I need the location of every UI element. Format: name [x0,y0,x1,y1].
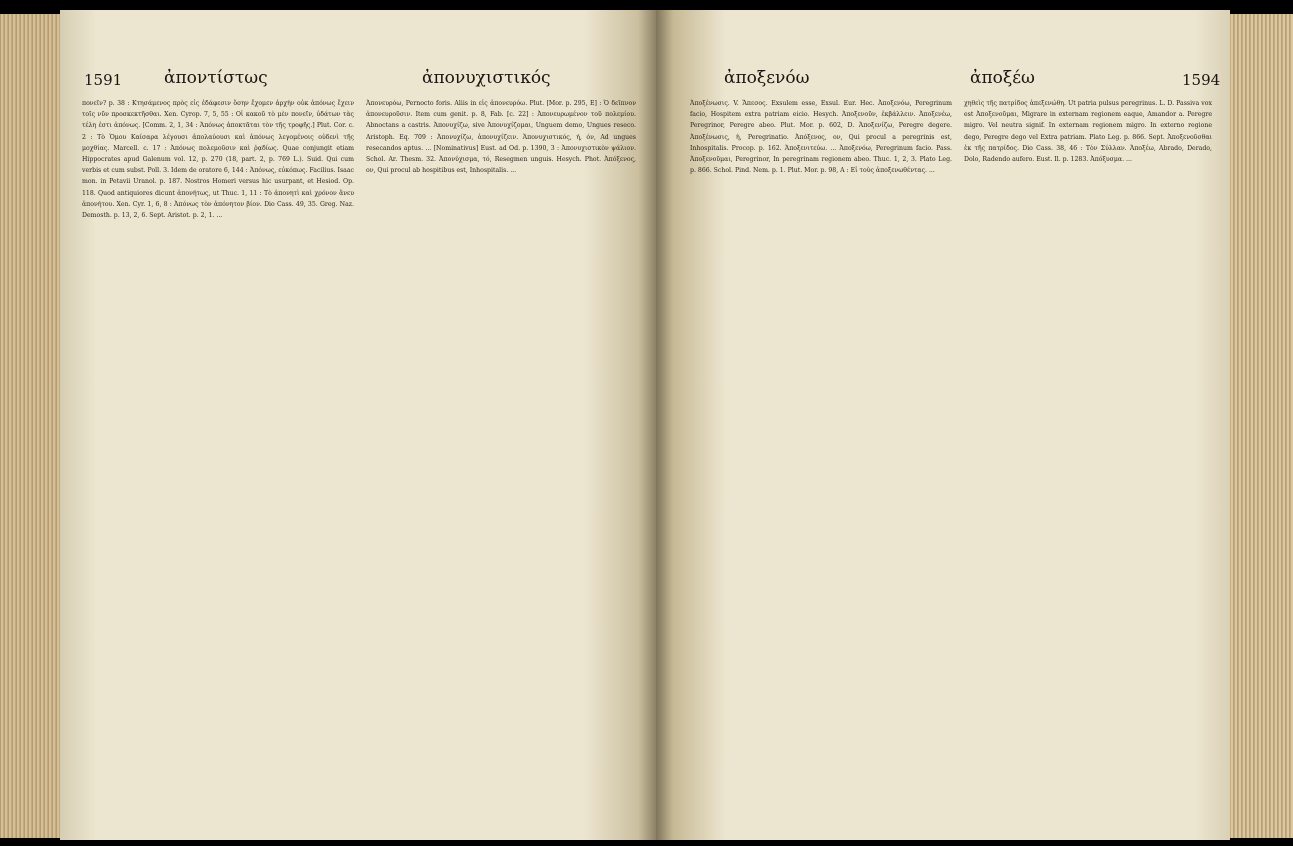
left-page [60,10,656,840]
right-page-edges [1230,14,1293,838]
left-page-edges [0,14,60,838]
right-column-2-text: χηθεὶς τῆς πατρίδος ἀπεξενώθη. Ut patria pulsus peregrinus. L. D. Passiva vox est Ἀποξενοῦμαι, Migrare in externam regionem eaque, Amandor a. Peregre migro. Vel neutra signif. In externam regionem migro. In externo regione dego, Peregre dego vel Extra patriam. Plato Leg. p. 866. Sept. Ἀποξενοῦσθαι ἐκ τῆς πατρίδος. Dio Cass. 38, 46 : Τὸν Σύλλαν. Ἀποξέω, Abrado, Derado, Dolo, Radendo aufero. Eust. Il. p. 1283. Ἀπόξυσμα. ... [964,100,1212,164]
right-headword-2: ἀποξέω [970,68,1035,88]
right-page-column-1 [690,98,952,810]
left-page-header [60,68,656,92]
right-column-1-text: Ἀποξένωσις. V. Ἄπεσος. Exsulem esse, Exsul. Eur. Hec. Ἀποξενόω, Peregrinum facio, Hospitem extra patriam eicio. Hesych. Ἀποξενοῦν, ἐκβάλλειν. Ἀποξενέω, Peregrinor, Peregre abeo. Plut. Mor. p. 602, D. Ἀποξενίζω, Peregre degere. Ἀποξένωσις, ἡ, Peregrinatio. Ἀπόξενος, ον, Qui procul a peregrinis est, Inhospitalis. Procop. p. 162. Ἀποξενιτεύω. ... Ἀποξενόω, Peregrinum facio. Pass. Ἀποξενοῦμαι, Peregrinor, In peregrinam regionem abeo. Thuc. 1, 2, 3. Plato Leg. p. 866. Schol. Pind. Nem. p. 1. Plut. Mor. p. 98, A : Εἰ τοὺς ἀποξενωθέντας. ... [690,100,952,175]
left-headword-2: ἀπονυχιστικός [422,68,551,88]
left-headword-1: ἀποντίστως [164,68,268,88]
right-page-header [656,68,1230,92]
right-headword-1: ἀποξενόω [724,68,810,88]
right-page [656,10,1230,840]
left-column-1-text: πονεῖν? p. 38 : Κτησάμενος πρὸς εἰς ἐδάφεσιν ὅσην ἔχομεν ἀρχὴν οὐκ ἀπόνως ἔχειν τοῖς νῦν προσκεκτῆσθαι. Xen. Cyrop. 7, 5, 55 : Οἱ κακοῦ τὸ μὲν πονεῖν, ὑδάτων τὰς τέλη ἐστι ἀπόνως. [Comm. 2, 1, 34 : Ἀπόνως ἀποκτᾶται τὸν τῆς τροφῆς.] Plut. Cor. c. 2 : Τὸ Ὁμου Καίσαρα λέγουσι ἀπολαύουσι καὶ ἀπόνως λεγομένοις οὐδενὶ τῆς μοχθίας. Marcell. c. 17 : Ἀπόνως πολεμοῦσιν καὶ ῥᾳδίως. Quae conjungit etiam Hippocrates apud Galenum vol. 12, p. 270 (18, part. 2, p. 769 L.). Suid. Qui cum verbis et cum subst. Poll. 3. Idem de oratore 6, 144 : Ἀπόνως, εὐκόπως. Facilius. Isaac mon. in Petavii Uranol. p. 187. Nostros Homeri versus hic usurpant, et Hesiod. Op. 118. Quod antiquiores dicunt ἀπονήτως, ut Thuc. 1, 11 : Τὸ ἀπονητὶ καὶ χρόνον ἄνευ ἀπονήτου. Xen. Cyr. 1, 6, 8 : Ἀπόνως τὸν ἀπόνητον βίον. Dio Cass. 49, 35. Greg. Naz. Demosth. p. 13, 2, 6. Sept. Aristot. p. 2, 1. ... [82,100,354,220]
left-page-column-1 [82,98,354,810]
right-page-number: 1594 [1182,71,1221,89]
left-column-2-text: Ἀπονευρόω, Pernocto foris. Aliis in εἰς ἀπονευρόω. Plut. [Mor. p. 295, E] : Ὁ δεῖπνον ἀπονευροῦσιν. Item cum genit. p. 8, Fab. [c. 22] : Ἀπονευρωμένον τοῦ πολεμίου. Abnoctans a castris. Ἀπονυχίζω, sive Ἀπονυχίζομαι, Unguem demo, Ungues reseco. Aristoph. Eq. 709 : Ἀπονυχίζω, ἀπονυχίζειν. Ἀπονυχιστικός, ή, όν, Ad ungues resecandos aptus. ... [Nominativus] Eust. ad Od. p. 1390, 3 : Ἀπονυχιστικὸν ψάλιον. Schol. Ar. Thesm. 32. Ἀπονύχισμα, τό, Resegmen unguis. Hesych. Phot. Ἀπόξενος, ον, Qui procul ab hospitibus est, Inhospitalis. ... [366,100,636,175]
left-page-number: 1591 [84,71,123,89]
right-page-column-2 [964,98,1212,810]
left-page-column-2 [366,98,636,810]
